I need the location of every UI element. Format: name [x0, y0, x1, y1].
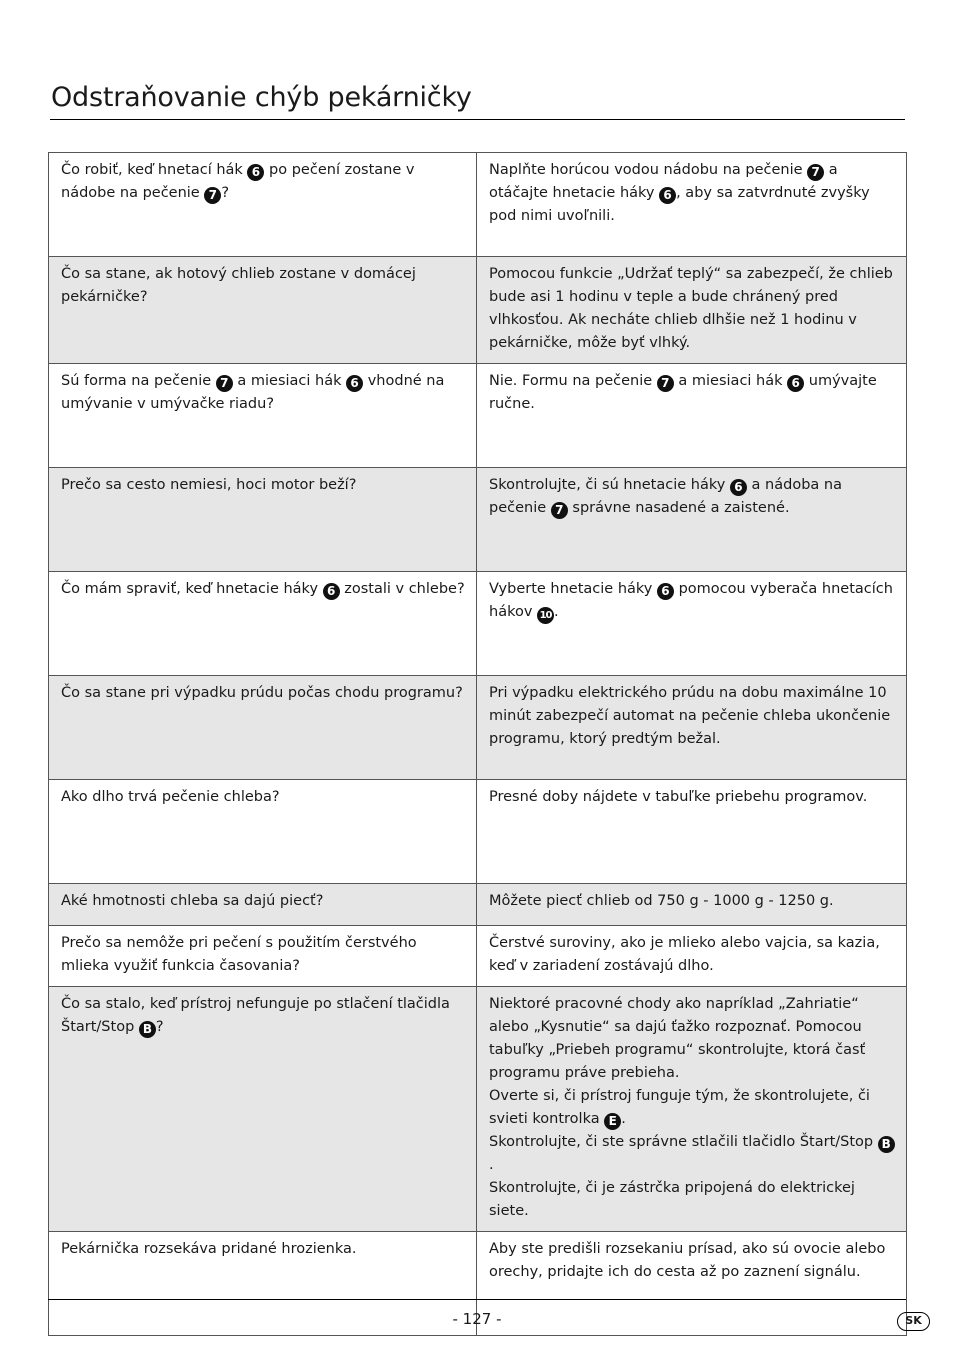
table-row	[49, 676, 907, 780]
text-segment: .	[489, 1157, 494, 1173]
text-segment: Aké hmotnosti chleba sa dajú piecť?	[61, 893, 324, 909]
text-segment: Vyberte hnetacie háky	[489, 581, 657, 597]
question-cell	[49, 468, 477, 572]
question-paragraph	[61, 890, 468, 913]
part-number-badge: 6	[657, 583, 674, 600]
question-paragraph	[61, 993, 468, 1039]
answer-paragraph	[489, 1238, 898, 1284]
question-cell	[49, 676, 477, 780]
answer-cell	[477, 572, 907, 676]
table-row	[49, 780, 907, 884]
text-segment: správne nasadené a zaistené.	[567, 500, 790, 516]
part-number-badge: E	[604, 1113, 621, 1130]
part-number-badge: 6	[730, 479, 747, 496]
text-segment: Skontrolujte, či sú hnetacie háky	[489, 477, 730, 493]
text-segment: Skontrolujte, či ste správne stlačili tlačidlo Štart/Stop	[489, 1134, 878, 1150]
question-paragraph	[61, 932, 468, 978]
part-number-badge: 7	[807, 164, 824, 181]
text-segment: .	[554, 604, 559, 620]
text-segment: Aby ste predišli rozsekaniu prísad, ako sú ovocie alebo orechy, pridajte ich do cesta až po zaznení signálu.	[489, 1241, 886, 1280]
part-number-badge: 6	[659, 187, 676, 204]
text-segment: .	[621, 1111, 626, 1127]
text-segment: Prečo sa cesto nemiesi, hoci motor beží?	[61, 477, 357, 493]
answer-cell	[477, 780, 907, 884]
answer-cell	[477, 153, 907, 257]
question-cell	[49, 572, 477, 676]
answer-cell	[477, 926, 907, 987]
text-segment: a miesiaci hák	[673, 373, 788, 389]
table-row	[49, 257, 907, 364]
table-row	[49, 926, 907, 987]
part-number-badge: 7	[657, 375, 674, 392]
part-number-badge: B	[139, 1021, 156, 1038]
table-row	[49, 884, 907, 926]
text-segment: umývajte ručne.	[489, 373, 877, 412]
part-number-badge: 10	[537, 607, 554, 624]
text-segment: Pri výpadku elektrického prúdu na dobu maximálne 10 minút zabezpečí automat na pečenie chleba ukončenie programu, ktorý predtým bežal.	[489, 685, 891, 747]
question-paragraph	[61, 1238, 468, 1261]
text-segment: a nádoba na pečenie	[489, 477, 842, 516]
text-segment: Overte si, či prístroj funguje tým, že skontrolujete, či svieti kontrolka	[489, 1088, 870, 1127]
text-segment: a otáčajte hnetacie háky	[489, 162, 838, 201]
text-segment: Ako dlho trvá pečenie chleba?	[61, 789, 280, 805]
question-cell	[49, 884, 477, 926]
part-number-badge: 7	[204, 187, 221, 204]
text-segment: Môžete piecť chlieb od 750 g - 1000 g - 1250 g.	[489, 893, 834, 909]
text-segment: po pečení zostane v nádobe na pečenie	[61, 162, 415, 201]
language-badge: SK	[897, 1312, 930, 1331]
text-segment: Sú forma na pečenie	[61, 373, 216, 389]
footer-divider	[48, 1299, 906, 1300]
text-segment: zostali v chlebe?	[339, 581, 465, 597]
answer-paragraph	[489, 159, 898, 228]
text-segment: Čo sa stane pri výpadku prúdu počas chodu programu?	[61, 685, 463, 701]
text-segment: pomocou vyberača hnetacích hákov	[489, 581, 893, 620]
troubleshooting-table-body	[49, 153, 907, 1336]
text-segment: Nie. Formu na pečenie	[489, 373, 657, 389]
answer-paragraph	[489, 1177, 898, 1223]
text-segment: vhodné na umývanie v umývačke riadu?	[61, 373, 445, 412]
question-paragraph	[61, 578, 468, 601]
text-segment: ?	[221, 185, 230, 201]
part-number-badge: 7	[216, 375, 233, 392]
table-row	[49, 153, 907, 257]
answer-paragraph	[489, 1131, 898, 1177]
title-divider	[50, 119, 905, 120]
part-number-badge: 7	[551, 502, 568, 519]
table-row	[49, 987, 907, 1232]
text-segment: Čo sa stane, ak hotový chlieb zostane v domácej pekárničke?	[61, 266, 416, 305]
page-number: - 127 -	[452, 1310, 502, 1328]
part-number-badge: B	[878, 1136, 895, 1153]
text-segment: Naplňte horúcou vodou nádobu na pečenie	[489, 162, 808, 178]
answer-cell	[477, 987, 907, 1232]
answer-cell	[477, 884, 907, 926]
question-cell	[49, 987, 477, 1232]
question-paragraph	[61, 474, 468, 497]
troubleshooting-table	[48, 152, 907, 1336]
answer-paragraph	[489, 786, 898, 809]
answer-paragraph	[489, 932, 898, 978]
part-number-badge: 6	[247, 164, 264, 181]
text-segment: Čerstvé suroviny, ako je mlieko alebo vajcia, sa kazia, keď v zariadení zostávajú dlho.	[489, 935, 880, 974]
text-segment: Pekárnička rozsekáva pridané hrozienka.	[61, 1241, 357, 1257]
answer-paragraph	[489, 1085, 898, 1131]
question-paragraph	[61, 159, 468, 205]
text-segment: a miesiaci hák	[232, 373, 347, 389]
part-number-badge: 6	[346, 375, 363, 392]
answer-paragraph	[489, 890, 898, 913]
answer-cell	[477, 676, 907, 780]
answer-paragraph	[489, 370, 898, 416]
text-segment: Presné doby nájdete v tabuľke priebehu programov.	[489, 789, 868, 805]
answer-cell	[477, 257, 907, 364]
answer-paragraph	[489, 993, 898, 1085]
part-number-badge: 6	[787, 375, 804, 392]
text-segment: Čo mám spraviť, keď hnetacie háky	[61, 581, 323, 597]
question-cell	[49, 926, 477, 987]
question-paragraph	[61, 682, 468, 705]
text-segment: Prečo sa nemôže pri pečení s použitím čerstvého mlieka využiť funkcia časovania?	[61, 935, 417, 974]
answer-paragraph	[489, 263, 898, 355]
part-number-badge: 6	[323, 583, 340, 600]
question-paragraph	[61, 370, 468, 416]
question-paragraph	[61, 786, 468, 809]
question-cell	[49, 780, 477, 884]
page-title: Odstraňovanie chýb pekárničky	[51, 82, 472, 113]
answer-cell	[477, 468, 907, 572]
table-row	[49, 572, 907, 676]
question-cell	[49, 153, 477, 257]
text-segment: Čo robiť, keď hnetací hák	[61, 162, 248, 178]
text-segment: Pomocou funkcie „Udržať teplý“ sa zabezpečí, že chlieb bude asi 1 hodinu v teple a bude chránený pred vlhkosťou. Ak necháte chlieb dlhšie než 1 hodinu v pekárničke, môže byť vlhký.	[489, 266, 893, 351]
text-segment: , aby sa zatvrdnuté zvyšky pod nimi uvoľnili.	[489, 185, 870, 224]
table-row	[49, 468, 907, 572]
answer-paragraph	[489, 474, 898, 520]
answer-paragraph	[489, 578, 898, 624]
text-segment: Čo sa stalo, keď prístroj nefunguje po stlačení tlačidla Štart/Stop	[61, 996, 450, 1035]
text-segment: ?	[155, 1019, 164, 1035]
text-segment: Skontrolujte, či je zástrčka pripojená do elektrickej siete.	[489, 1180, 855, 1219]
answer-paragraph	[489, 682, 898, 751]
question-paragraph	[61, 263, 468, 309]
question-cell	[49, 364, 477, 468]
answer-cell	[477, 364, 907, 468]
question-cell	[49, 257, 477, 364]
text-segment: Niektoré pracovné chody ako napríklad „Zahriatie“ alebo „Kysnutie“ sa dajú ťažko rozpoznať. Pomocou tabuľky „Priebeh programu“ skontrolujte, ktorá časť programu práve prebieha.	[489, 996, 866, 1081]
table-row	[49, 364, 907, 468]
